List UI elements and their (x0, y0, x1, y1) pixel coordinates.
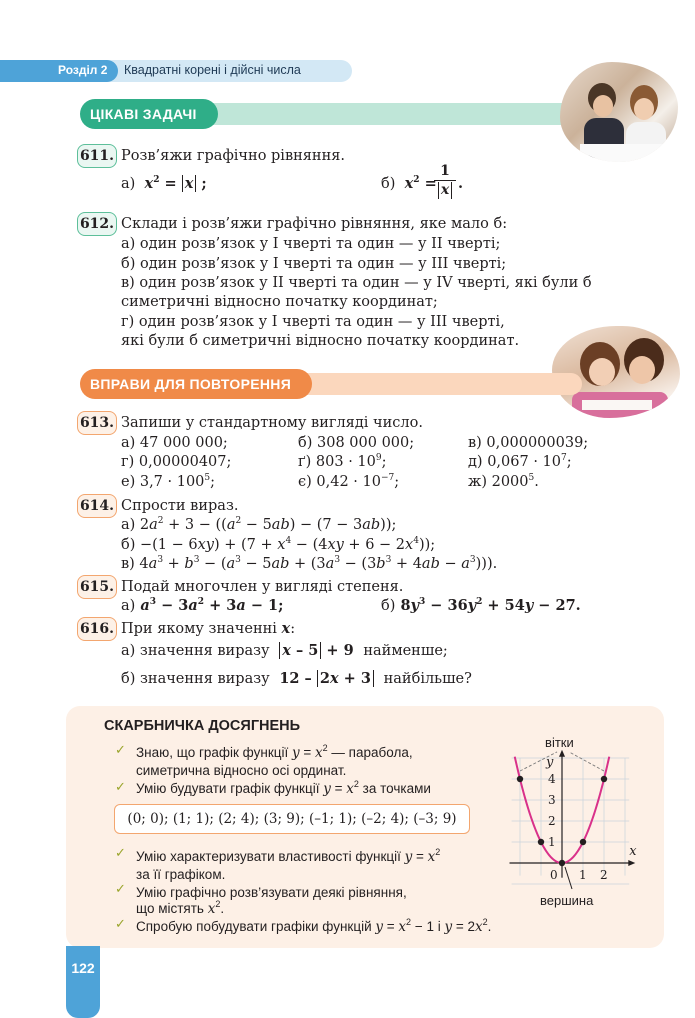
achievement-1-line-2: симетрична відносно осі ординат. (136, 763, 347, 778)
exponent: 9 (375, 453, 382, 463)
achievement-4-line-1: Умію графічно розв’язувати деякі рівняння, (136, 885, 407, 900)
girls-photo (552, 326, 680, 418)
text: е) 3,7 · 100 (121, 474, 205, 490)
parabola-graph (495, 716, 655, 914)
students-photo (560, 62, 678, 162)
achievement-2: Умію будувати графік функції $y = x^2$ за точками (136, 779, 431, 797)
problem-number-615: 615. (77, 575, 117, 599)
label-b: б) (381, 176, 396, 192)
text: ж) 2000 (468, 474, 529, 490)
problem-612-line-5: симетричні відносно початку координат; (121, 294, 438, 310)
y-axis-arrow-icon (559, 750, 565, 757)
achievements-title: СКАРБНИЧКА ДОСЯГНЕНЬ (104, 718, 301, 734)
page-number: 122 (71, 960, 95, 976)
check-icon: ✓ (115, 882, 126, 897)
branch-dash-right (569, 752, 604, 771)
item-613g2 (298, 453, 387, 471)
problem-612-line-2: а) один розв’язок у І чверті та один — у ІІ чверті; (121, 236, 501, 252)
problem-612-line-4: в) один розв’язок у ІІ чверті та один — у IV чверті, які були б (121, 275, 592, 291)
item-613d (468, 453, 572, 471)
text: ґ) 803 · 10 (298, 454, 376, 470)
vertex-label: вершина (540, 893, 594, 908)
problem-615-text: Подай многочлен у вигляді степеня. (121, 579, 404, 595)
sep: ; (566, 454, 572, 470)
branches-label: вітки (545, 734, 574, 750)
problem-number-614: 614. (77, 494, 117, 518)
tail: найбільше? (383, 671, 472, 687)
text: д) 0,067 · 10 (468, 454, 561, 470)
achievement-4-line-2: що містять $x^2$. (136, 899, 225, 917)
x-tick-label: 2 (600, 868, 608, 882)
ticks (548, 772, 608, 882)
item-613zh (468, 473, 539, 491)
achievement-3-line-2: за її графіком. (136, 867, 226, 882)
text: Спробую побудувати графіки функцій (136, 919, 372, 934)
exponent: 5 (204, 473, 211, 483)
expression-614b: $б) -(1 - 6xy) + (7 + x^4 - (4xy + 6 - 2x^4))$; (121, 536, 436, 553)
sep: . (534, 474, 539, 490)
problem-number-611: 611. (77, 144, 117, 168)
item-613e (121, 473, 215, 491)
problem-number-613: 613. (77, 411, 117, 435)
expression-614v: в) $4a^3 + b^3 - (a^3 - 5ab + (3a^3 - (3b^3 + 4ab - a^3)))$. (121, 555, 498, 572)
problem-616b: б) значення виразу 12 – 2x + 3 найбільше? (121, 670, 472, 687)
exponent: 5 (528, 473, 535, 483)
text: Умію будувати графік функції (136, 781, 320, 796)
problem-612-line-7: які були б симетричні відносно початку координат. (121, 333, 520, 349)
exponent: 7 (560, 453, 567, 463)
equation-611a: $x^2 = x$ ; (144, 175, 207, 192)
girls-illustration (552, 326, 680, 418)
problem-number-616: 616. (77, 617, 117, 641)
achievement-3-line-1: Умію характеризувати властивості функції $y = x^2$ (136, 847, 441, 865)
check-icon: ✓ (115, 780, 126, 795)
problem-611-text: Розв’яжи графічно рівняння. (121, 148, 346, 164)
section-heading-interesting: ЦІКАВІ ЗАДАЧІ (80, 99, 218, 129)
chapter-title: Квадратні корені і дійсні числа (124, 63, 301, 77)
problem-612-line-6: г) один розв’язок у І чверті та один — у ІІІ чверті, (121, 314, 505, 330)
label-a: а) (121, 176, 136, 192)
x-tick-label: 1 (579, 868, 587, 882)
problem-612-line-3: б) один розв’язок у І чверті та один — у ІІІ чверті; (121, 256, 507, 272)
problem-611-a (121, 175, 207, 193)
text: Знаю, що графік функції (136, 745, 289, 760)
item-613a: а) 47 000 000; (121, 435, 228, 451)
graph-point (538, 839, 544, 845)
students-illustration (560, 62, 678, 162)
problem-number-612: 612. (77, 212, 117, 236)
expression-614a: а) $2a^2 + 3 - ((a^2 - 5ab) - (7 - 3ab))$; (121, 516, 397, 533)
check-icon: ✓ (115, 743, 126, 758)
sep: ; (381, 454, 387, 470)
y-tick-label: 2 (548, 814, 556, 828)
text: При якому значенні (121, 621, 277, 637)
y-tick-label: 4 (548, 772, 556, 786)
page-number-tab (66, 946, 100, 1018)
text: є) 0,42 · 10 (298, 474, 381, 490)
section-tab (0, 60, 118, 82)
text-b: за точками (362, 781, 431, 796)
tail: найменше; (363, 643, 448, 659)
fraction-611b (434, 163, 456, 199)
achievement-1-line-1: Знаю, що графік функції $y = x^2$ — парабола, (136, 743, 413, 761)
exponent: −7 (380, 473, 395, 483)
text: б) значення виразу (121, 671, 270, 687)
expression-615a: а) $a^3 - 3a^2 + 3a - 1$; (121, 597, 284, 614)
item-613b: б) 308 000 000; (298, 435, 415, 451)
problem-613-text: Запиши у стандартному вигляді число. (121, 415, 423, 431)
expression-615b: б) $8y^3 - 36y^2 + 54y - 27$. (381, 597, 581, 614)
graph-point (580, 839, 586, 845)
fraction-numerator: 1 (440, 163, 450, 179)
graph-point (559, 860, 565, 866)
graph-point (601, 776, 607, 782)
problem-616-text: При якому значенні x: (121, 620, 296, 637)
points-box: (0; 0); (1; 1); (2; 4); (3; 9); (–1; 1); (–2; 4); (–3; 9) (114, 804, 470, 834)
y-tick-label: 1 (548, 835, 556, 849)
vertex-pointer (565, 867, 572, 889)
section-heading-review: ВПРАВИ ДЛЯ ПОВТОРЕННЯ (80, 369, 312, 399)
check-icon: ✓ (115, 846, 126, 861)
y-axis-label: y (546, 754, 554, 770)
sep: ; (394, 474, 400, 490)
x-axis-arrow-icon (628, 860, 635, 866)
and: і (437, 919, 441, 934)
graph-point (517, 776, 523, 782)
grid (512, 758, 630, 884)
problem-616a: а) значення виразу x – 5 + 9 найменше; (121, 642, 448, 659)
section-label: Розділ 2 (58, 63, 108, 77)
problem-612-line-1: Склади і розв’яжи графічно рівняння, яке мало б: (121, 216, 508, 232)
text-b: — парабола, (331, 745, 413, 760)
x-tick-label: 0 (550, 868, 558, 882)
item-613ye (298, 473, 399, 491)
text: Умію характеризувати властивості функції (136, 849, 401, 864)
fraction-denominator: x (434, 182, 456, 199)
check-icon: ✓ (115, 917, 126, 932)
period: . (458, 175, 464, 192)
text: а) значення виразу (121, 643, 270, 659)
problem-611-b: б) $x^2$ = (381, 175, 437, 192)
sep: ; (210, 474, 216, 490)
achievement-5: Спробую побудувати графіки функцій $y = x^2 - 1$ і $y = 2x^2$. (136, 917, 492, 935)
item-613g: г) 0,00000407; (121, 454, 232, 470)
item-613v: в) 0,000000039; (468, 435, 589, 451)
x-axis-label: x (629, 844, 637, 859)
text: що містять (136, 901, 204, 916)
fraction-line (434, 180, 456, 181)
y-tick-label: 3 (548, 793, 556, 807)
problem-614-text: Спрости вираз. (121, 498, 239, 514)
